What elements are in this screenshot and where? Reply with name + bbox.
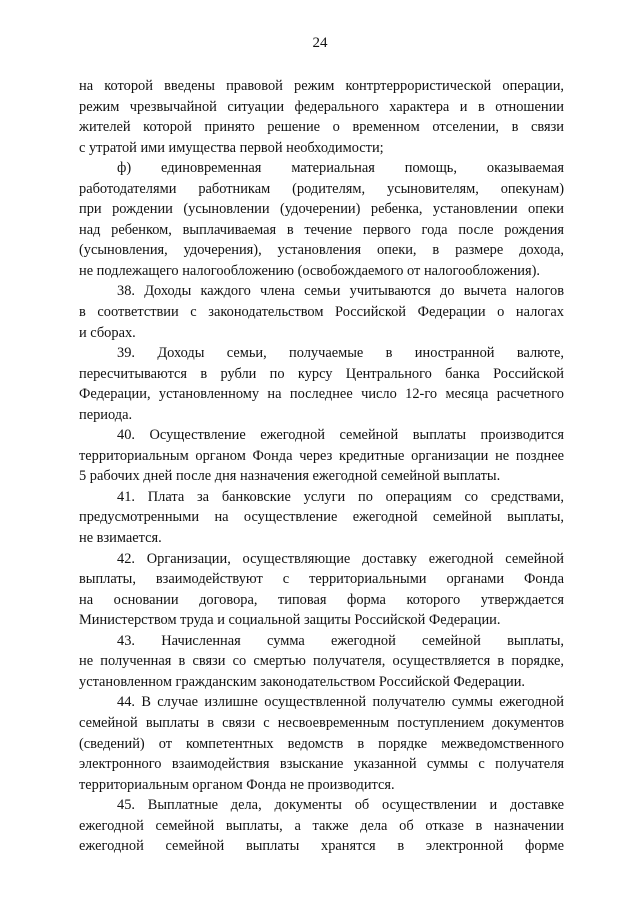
paragraph — [79, 549, 564, 631]
paragraph — [79, 281, 564, 343]
paragraph-line: не полученная в связи со смертью получателя, осуществляется в порядке, — [79, 653, 564, 670]
paragraph-line: установленном гражданским законодательством Российской Федерации. — [79, 673, 525, 690]
paragraph-line: 44. В случае излишне осуществленной получателю суммы ежегодной — [117, 694, 564, 711]
paragraph-line: ф) единовременная материальная помощь, оказываемая — [117, 160, 564, 177]
paragraph-line: работодателями работникам (родителям, усыновителям, опекунам) — [79, 180, 564, 197]
paragraph-line: предусмотренными на осуществление ежегодной семейной выплаты, — [79, 509, 564, 526]
paragraph-line: на которой введены правовой режим контртеррористической операции, — [79, 78, 564, 94]
paragraph — [79, 343, 564, 425]
paragraph-line: Министерством труда и социальной защиты Российской Федерации. — [79, 612, 501, 629]
paragraph-line: 41. Плата за банковские услуги по операциям со средствами, — [117, 488, 564, 505]
paragraph-line: семейной выплаты в связи с несвоевременным поступлением документов — [79, 714, 564, 731]
paragraph-line: Федерации, установленному на последнее число 12-го месяца расчетного — [79, 386, 564, 403]
paragraph-line: территориальным органом Фонда через кредитные организации не позднее — [79, 447, 564, 464]
page-number: 24 — [312, 35, 328, 51]
paragraph-line: не взимается. — [79, 530, 162, 547]
paragraph-line: над ребенком, выплачиваемая в течение первого года после рождения — [79, 221, 564, 238]
paragraph — [79, 487, 564, 549]
paragraph-line: в соответствии с законодательством Российской Федерации о налогах — [79, 304, 564, 321]
paragraph-line: пересчитываются в рубли по курсу Центрального банка Российской — [79, 365, 564, 382]
paragraph-line: с утратой ими имущества первой необходимости; — [79, 139, 384, 156]
paragraph — [79, 158, 564, 281]
paragraph — [79, 425, 564, 487]
paragraph-line: 43. Начисленная сумма ежегодной семейной выплаты, — [117, 632, 564, 649]
paragraph-line: и сборах. — [79, 324, 136, 341]
paragraph-line: электронного взаимодействия взыскание указанной суммы с получателя — [79, 756, 564, 773]
paragraph-line: не подлежащего налогообложению (освобождаемого от налогообложения). — [79, 262, 541, 279]
paragraph-line: 38. Доходы каждого члена семьи учитываются до вычета налогов — [117, 283, 564, 300]
paragraph-line: режим чрезвычайной ситуации федерального характера и в отношении — [79, 98, 564, 115]
paragraph — [79, 76, 564, 158]
paragraph-line: 40. Осуществление ежегодной семейной выплаты производится — [117, 427, 564, 444]
paragraph-line: при рождении (усыновлении (удочерении) ребенка, установлении опеки — [79, 201, 564, 218]
paragraph-line: ежегодной семейной выплаты хранятся в электронной форме — [79, 838, 564, 855]
paragraph — [79, 795, 564, 857]
paragraph — [79, 692, 564, 795]
paragraph-line: периода. — [79, 406, 133, 423]
paragraph-line: 5 рабочих дней после дня назначения ежегодной семейной выплаты. — [79, 468, 501, 485]
document-body — [79, 76, 564, 857]
paragraph-line: выплаты, взаимодействуют с территориальными органами Фонда — [79, 571, 564, 588]
paragraph-line: жителей которой принято решение о временном отселении, в связи — [79, 119, 564, 136]
paragraph — [79, 631, 564, 693]
paragraph-line: ежегодной семейной выплаты, а также дела об отказе в назначении — [79, 817, 564, 834]
paragraph-line: 42. Организации, осуществляющие доставку ежегодной семейной — [117, 550, 564, 567]
paragraph-line: (сведений) от компетентных ведомств в порядке межведомственного — [79, 735, 564, 752]
paragraph-line: на основании договора, типовая форма которого утверждается — [79, 591, 564, 608]
paragraph-line: 39. Доходы семьи, получаемые в иностранной валюте, — [117, 345, 564, 362]
paragraph-line: 45. Выплатные дела, документы об осуществлении и доставке — [117, 797, 564, 814]
paragraph-line: (усыновления, удочерения), установления опеки, в размере дохода, — [79, 242, 564, 259]
paragraph-line: территориальным органом Фонда не производится. — [79, 776, 395, 793]
